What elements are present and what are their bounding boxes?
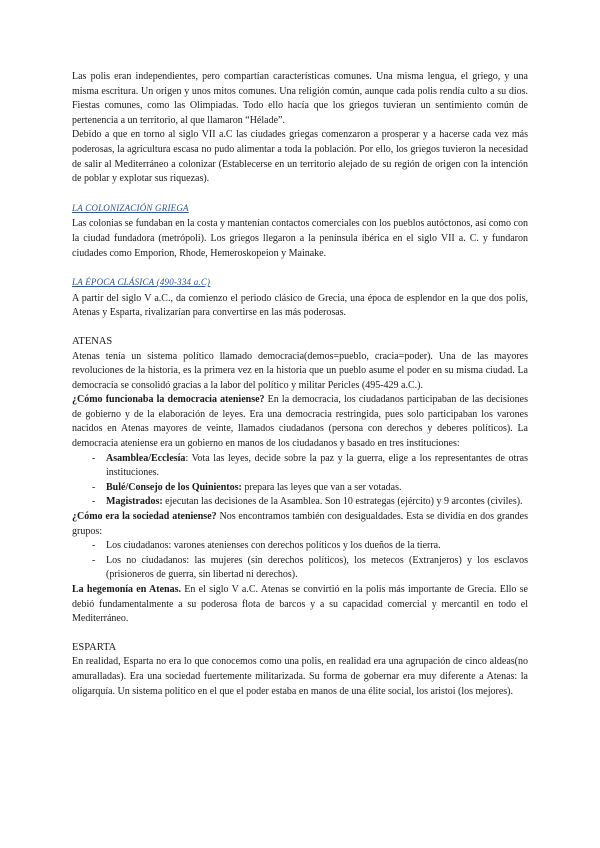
institution-text: ejecutan las decisiones de la Asamblea. Son 10 estrategas (ejército) y 9 arcontes (civiles). [162,496,523,508]
list-item: - Los no ciudadanos: las mujeres (sin derechos políticos), los metecos (Extranjeros) y los esclavos (prisioneros de guerra, sin libertad ni derechos). [92,554,528,583]
question-text: En el siglo V a.C. Atenas se convirtió en la polis más importante de Grecia. Ello se debió fundamentalmente a su poderosa flota de barcos y a su capacidad comercial y mercantil en todo el Mediterráneo. [72,584,528,625]
atenas-question-democracia [72,393,528,451]
list-item [92,452,528,481]
question-bold: ¿Cómo funcionaba la democracia ateniense? [72,394,265,406]
question-bold: La hegemonía en Atenas. [72,584,181,595]
clasica-paragraph: A partir del siglo V a.C., da comienzo el periodo clásico de Grecia, una época de esplendor en la que dos polis, Atenas y Esparta, rivalizarían para convertirse en las más poderosas. [72,292,528,319]
groups-list [72,539,528,583]
list-item [92,481,528,496]
intro-paragraph-1: Las polis eran independientes, pero compartían características comunes. Una misma lengua, el griego, y una misma escritura. Un origen y unos mitos comunes. Una religión común, aunque cada polis rendía culto a su dios. Fiestas comunes, como las Olimpiadas. Todo ello hacía que los griegos tuvieran un sentimiento común de pertenencia a un territorio, al que llamaron “Hélade”. [72,71,528,126]
document-body [72,70,528,699]
institution-name: Magistrados: [106,496,163,508]
atenas-paragraph-1: Atenas tenía un sistema político llamado democracia(demos=pueblo, cracia=poder). Una de las mayores revoluciones de la historia, es la primera vez en la historia que un pueblo asume el poder en su misma ciudad. La democracia se consolidó gracias a la labor del político y militar Pericles (495-429 a.C.). [72,350,528,391]
question-text: Nos encontramos también con desigualdades. Esta se dividía en dos grandes grupos: [72,511,528,537]
heading-esparta: ESPARTA [72,641,117,653]
institutions-list [72,452,528,510]
institution-text: : Vota las leyes, decide sobre la paz y la guerra, elige a los representantes de otras instituciones. [106,452,528,479]
atenas-question-sociedad [72,510,528,539]
institution-text: prepara las leyes que van a ser votadas. [241,481,402,493]
heading-atenas: ATENAS [72,335,113,347]
list-item [92,495,528,510]
colonizacion-paragraph: Las colonias se fundaban en la costa y mantenían contactos comerciales con los pueblos autóctonos, así como con la ciudad fundadora (metrópoli). Los griegos llegaron a la península ibérica en el siglo VII a. C. y fundaron ciudades como Emporion, Rhode, Hemeroskopeion y Mainake. [72,218,528,259]
institution-name: Bulé/Consejo de los Quinientos: [106,481,242,493]
intro-paragraph-2: Debido a que en torno al siglo VII a.C las ciudades griegas comenzaron a prosperar y a hacerse cada vez más poderosas, la agricultura escasa no pudo alimentar a toda la población. Por ello, los griegos tuvieron la necesidad de salir al Mediterráneo a colonizar (Establecerse en un territorio alejado de su región de origen con la intención de poblar y explotar sus riquezas). [72,129,528,185]
institution-name: Asamblea/Ecclesía [106,452,186,464]
list-item: - Los ciudadanos: varones atenienses con derechos políticos y los dueños de la tierra. [92,539,528,554]
question-bold: ¿Cómo era la sociedad ateniense? [72,511,217,523]
question-text: En la democracia, los ciudadanos participaban de las decisiones de gobierno y de la elaboración de leyes. Era una democracia restringida, pues solo participaban los varones nacidos en Atenas mayores de veinte, llamados ciudadanos (persona con derechos y deberes políticos). La democracia ateniense era un gobierno en manos de los ciudadanos y basado en tres instituciones: [72,394,528,450]
esparta-paragraph: En realidad, Esparta no era lo que conocemos como una polis, en realidad era una agrupación de cinco aldeas(no amuralladas). Era una sociedad fuertemente militarizada. Su forma de gobernar era muy diferente a Atenas: la oligarquía. Un sistema político en el que el poder estaba en manos de una élite social, los aristoi (los mejores). [72,656,528,697]
heading-colonizacion[interactable]: LA COLONIZACIÓN GRIEGA [72,202,189,213]
atenas-hegemonia [72,583,528,627]
heading-epoca-clasica[interactable]: LA ÉPOCA CLÁSICA (490-334 a.C) [72,277,211,288]
